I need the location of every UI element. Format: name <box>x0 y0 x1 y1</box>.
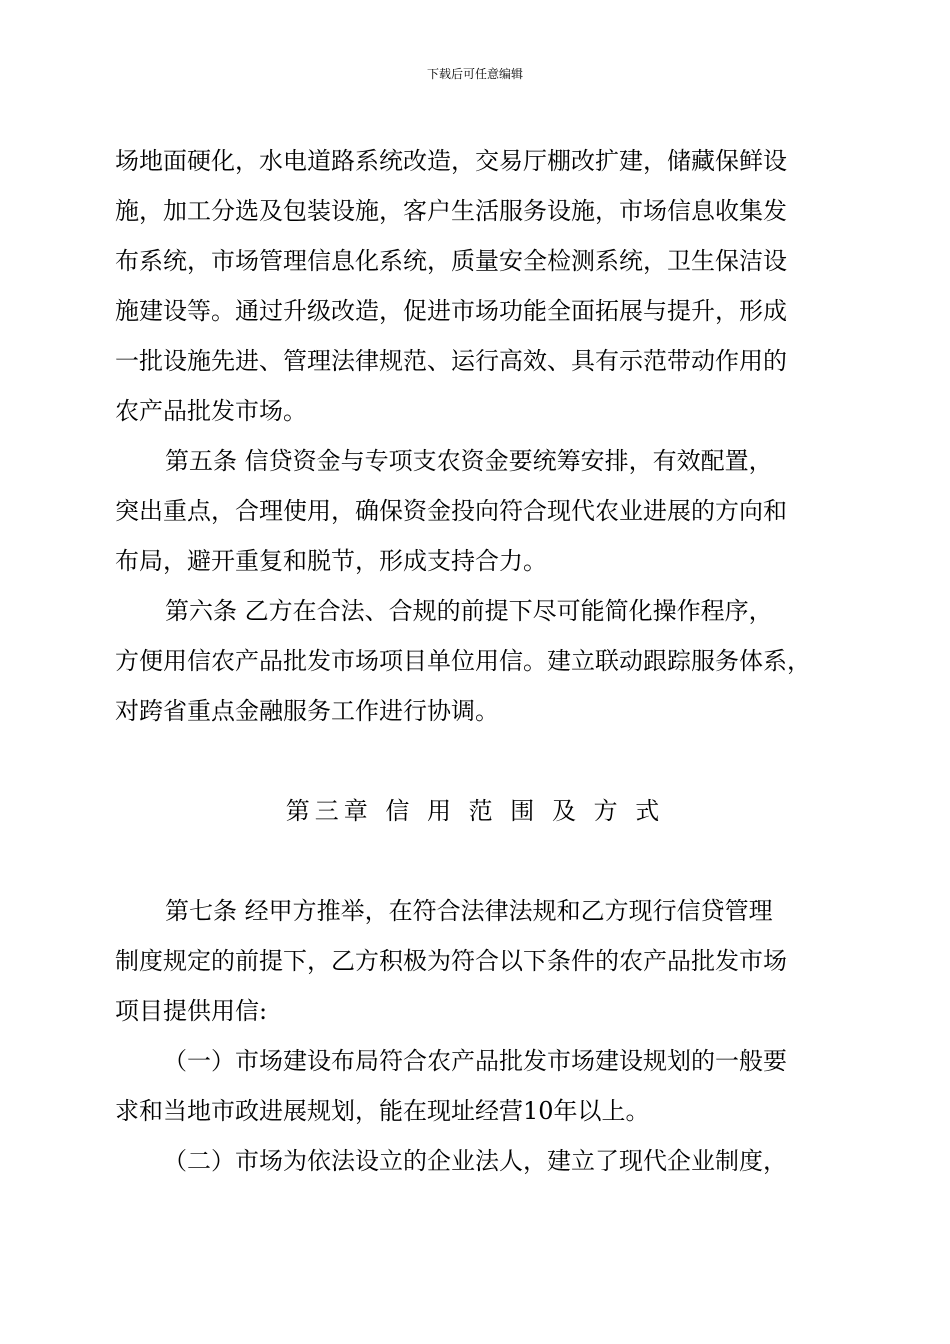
text-block-lower <box>115 886 840 1186</box>
chapter-heading: 第三章 信 用 范 围 及 方 式 <box>285 797 665 825</box>
paragraph-line: 场地面硬化，水电道路系统改造，交易厅棚改扩建，储藏保鲜设 <box>115 147 787 175</box>
list-item-1-first-line: （一）市场建设布局符合农产品批发市场建设规划的一般要 <box>163 1047 787 1075</box>
paragraph-line: 施，加工分选及包装设施，客户生活服务设施，市场信息收集发 <box>115 197 787 225</box>
page-header: 下载后可任意编辑 <box>426 67 523 81</box>
article-6-first-line: 第六条 乙方在合法、合规的前提下尽可能简化操作程序， <box>165 597 773 625</box>
paragraph-line: 突出重点，合理使用，确保资金投向符合现代农业进展的方向和 <box>115 497 787 525</box>
paragraph-line: 布系统，市场管理信息化系统，质量安全检测系统，卫生保洁设 <box>115 247 787 275</box>
paragraph-line: 农产品批发市场。 <box>115 397 307 425</box>
paragraph-line: 求和当地市政进展规划，能在现址经营10年以上。 <box>115 1097 650 1125</box>
article-5-first-line: 第五条 信贷资金与专项支农资金要统筹安排，有效配置， <box>165 447 773 475</box>
paragraph-line: 布局，避开重复和脱节，形成支持合力。 <box>115 547 547 575</box>
list-item-2-first-line: （二）市场为依法设立的企业法人，建立了现代企业制度， <box>163 1147 787 1175</box>
paragraph-line: 制度规定的前提下，乙方积极为符合以下条件的农产品批发市场 <box>115 947 787 975</box>
paragraph-line: 方便用信农产品批发市场项目单位用信。建立联动跟踪服务体系， <box>115 647 811 675</box>
paragraph-line: 对跨省重点金融服务工作进行协调。 <box>115 697 499 725</box>
paragraph-line: 施建设等。通过升级改造，促进市场功能全面拓展与提升，形成 <box>115 297 787 325</box>
article-7-first-line: 第七条 经甲方推举，在符合法律法规和乙方现行信贷管理 <box>165 897 773 925</box>
paragraph-line: 项目提供用信: <box>115 997 268 1025</box>
paragraph-line: 一批设施先进、管理法律规范、运行高效、具有示范带动作用的 <box>115 347 787 375</box>
text-block-upper <box>115 136 840 736</box>
